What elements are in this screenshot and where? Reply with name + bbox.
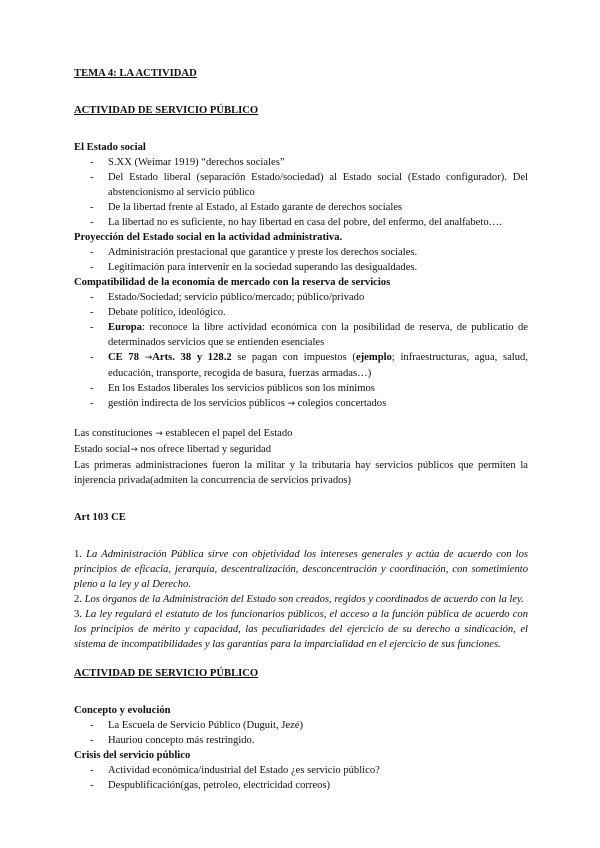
list-item: - La libertad no es suficiente, no hay libertad en casa del pobre, del enfermo, del analfabeto…. xyxy=(74,215,528,230)
note-text: establecen el papel del Estado xyxy=(162,428,293,439)
ejemplo-label: ejemplo xyxy=(355,352,392,363)
paragraph-number: 1. xyxy=(74,549,87,560)
proyeccion-list xyxy=(74,245,528,275)
arrow-right-icon: → xyxy=(287,399,296,409)
europa-text: : reconoce la libre actividad económica con la posibilidad de reserva, de publicatio de determinados servicios que se entienden esenciales xyxy=(108,322,528,348)
europa-label: Europa xyxy=(108,322,142,333)
section-title-servicio-publico-2: ACTIVIDAD DE SERVICIO PÚBLICO xyxy=(74,668,259,679)
list-item xyxy=(74,396,528,412)
list-item: - Hauriou concepto más restringido. xyxy=(74,733,528,748)
concepto-list xyxy=(74,718,528,748)
arrow-right-icon: → xyxy=(144,353,153,363)
crisis-list xyxy=(74,763,528,793)
concepto-heading: Concepto y evolución xyxy=(74,705,171,716)
compatibilidad-list xyxy=(74,290,528,412)
list-item: - S.XX (Weimar 1919) “derechos sociales” xyxy=(74,155,528,170)
proyeccion-heading: Proyección del Estado social en la actividad administrativa. xyxy=(74,232,343,243)
list-item: - De la libertad frente al Estado, al Estado garante de derechos sociales xyxy=(74,200,528,215)
note-text: Estado social xyxy=(74,444,131,455)
estado-social-heading: El Estado social xyxy=(74,142,146,153)
ce78-label: CE 78 xyxy=(108,352,139,363)
section-title-servicio-publico: ACTIVIDAD DE SERVICIO PÚBLICO xyxy=(74,105,259,116)
gestion-text: gestión indirecta de los servicios públicos xyxy=(108,398,288,409)
arrow-right-icon: → xyxy=(155,429,163,439)
paragraph-number: 3. xyxy=(74,609,86,620)
list-item: - La Escuela de Servicio Público (Duguit, Jezé) xyxy=(74,718,528,733)
list-item: - Legitimación para intervenir en la sociedad superando las desigualdades. xyxy=(74,260,528,275)
list-item: - Debate político, ideológico. xyxy=(74,305,528,320)
note-line-3: Las primeras administraciones fueron la militar y la tributaria hay servicios públicos que permiten la injerencia privada(admiten la concurrencia de servicios privados) xyxy=(74,460,528,486)
list-item: - En los Estados liberales los servicios públicos son los mínimos xyxy=(74,381,528,396)
list-item: - Actividad económica/industrial del Estado ¿es servicio público? xyxy=(74,763,528,778)
list-item: - Estado/Sociedad; servicio público/mercado; público/privado xyxy=(74,290,528,305)
art103-paragraph-1 xyxy=(74,547,528,592)
arrow-right-icon: → xyxy=(130,445,138,455)
compatibilidad-heading: Compatibilidad de la economía de mercado con la reserva de servicios xyxy=(74,277,391,288)
list-item: - Administración prestacional que garantice y preste los derechos sociales. xyxy=(74,245,528,260)
paragraph-text: Los órganos de la Administración del Estado son creados, regidos y coordinados de acuerdo con la ley. xyxy=(84,594,524,605)
note-line-2 xyxy=(74,442,528,458)
arts-label: Arts. 38 y 128.2 xyxy=(152,352,232,363)
list-item xyxy=(74,350,528,381)
art103-heading: Art 103 CE xyxy=(74,512,126,523)
art103-paragraph-3 xyxy=(74,607,528,652)
ce78-examples: ; infraestructuras, agua, salud, educación, transporte, recogida de basura, fuerzas armadas…) xyxy=(108,352,528,379)
document-title: TEMA 4: LA ACTIVIDAD xyxy=(74,68,197,79)
estado-social-list xyxy=(74,155,528,230)
paragraph-text: La Administración Pública sirve con objetividad los intereses generales y actúa de acuerdo con los principios de eficacia, jerarquía, descentralización, desconcentración y coordinación, con sometimiento pleno a la ley y al Derecho. xyxy=(74,549,528,590)
note-line-1 xyxy=(74,426,528,442)
list-item: - Despublificación(gas, petroleo, electricidad correos) xyxy=(74,778,528,793)
ce78-text: se pagan con impuestos ( xyxy=(231,352,356,363)
paragraph-text: La ley regulará el estatuto de los funcionarios públicos, el acceso a la función pública de acuerdo con los principios de mérito y capacidad, las peculiaridades del ejercicio de su derecho a sindicación, el sistema de incompatibilidades y las garantías para la imparcialidad en el ejercicio de sus funciones. xyxy=(74,609,529,650)
paragraph-number: 2. xyxy=(74,594,85,605)
document-page xyxy=(74,66,528,793)
crisis-heading: Crisis del servicio público xyxy=(74,750,191,761)
note-text: nos ofrece libertad y seguridad xyxy=(137,444,272,455)
note-text: Las constituciones xyxy=(74,428,156,439)
list-item xyxy=(74,320,528,350)
art103-paragraph-2 xyxy=(74,592,528,607)
gestion-text-end: colegios concertados xyxy=(295,398,387,409)
list-item: - Del Estado liberal (separación Estado/sociedad) al Estado social (Estado configurador). Del abstencionismo al servicio público xyxy=(74,170,528,200)
